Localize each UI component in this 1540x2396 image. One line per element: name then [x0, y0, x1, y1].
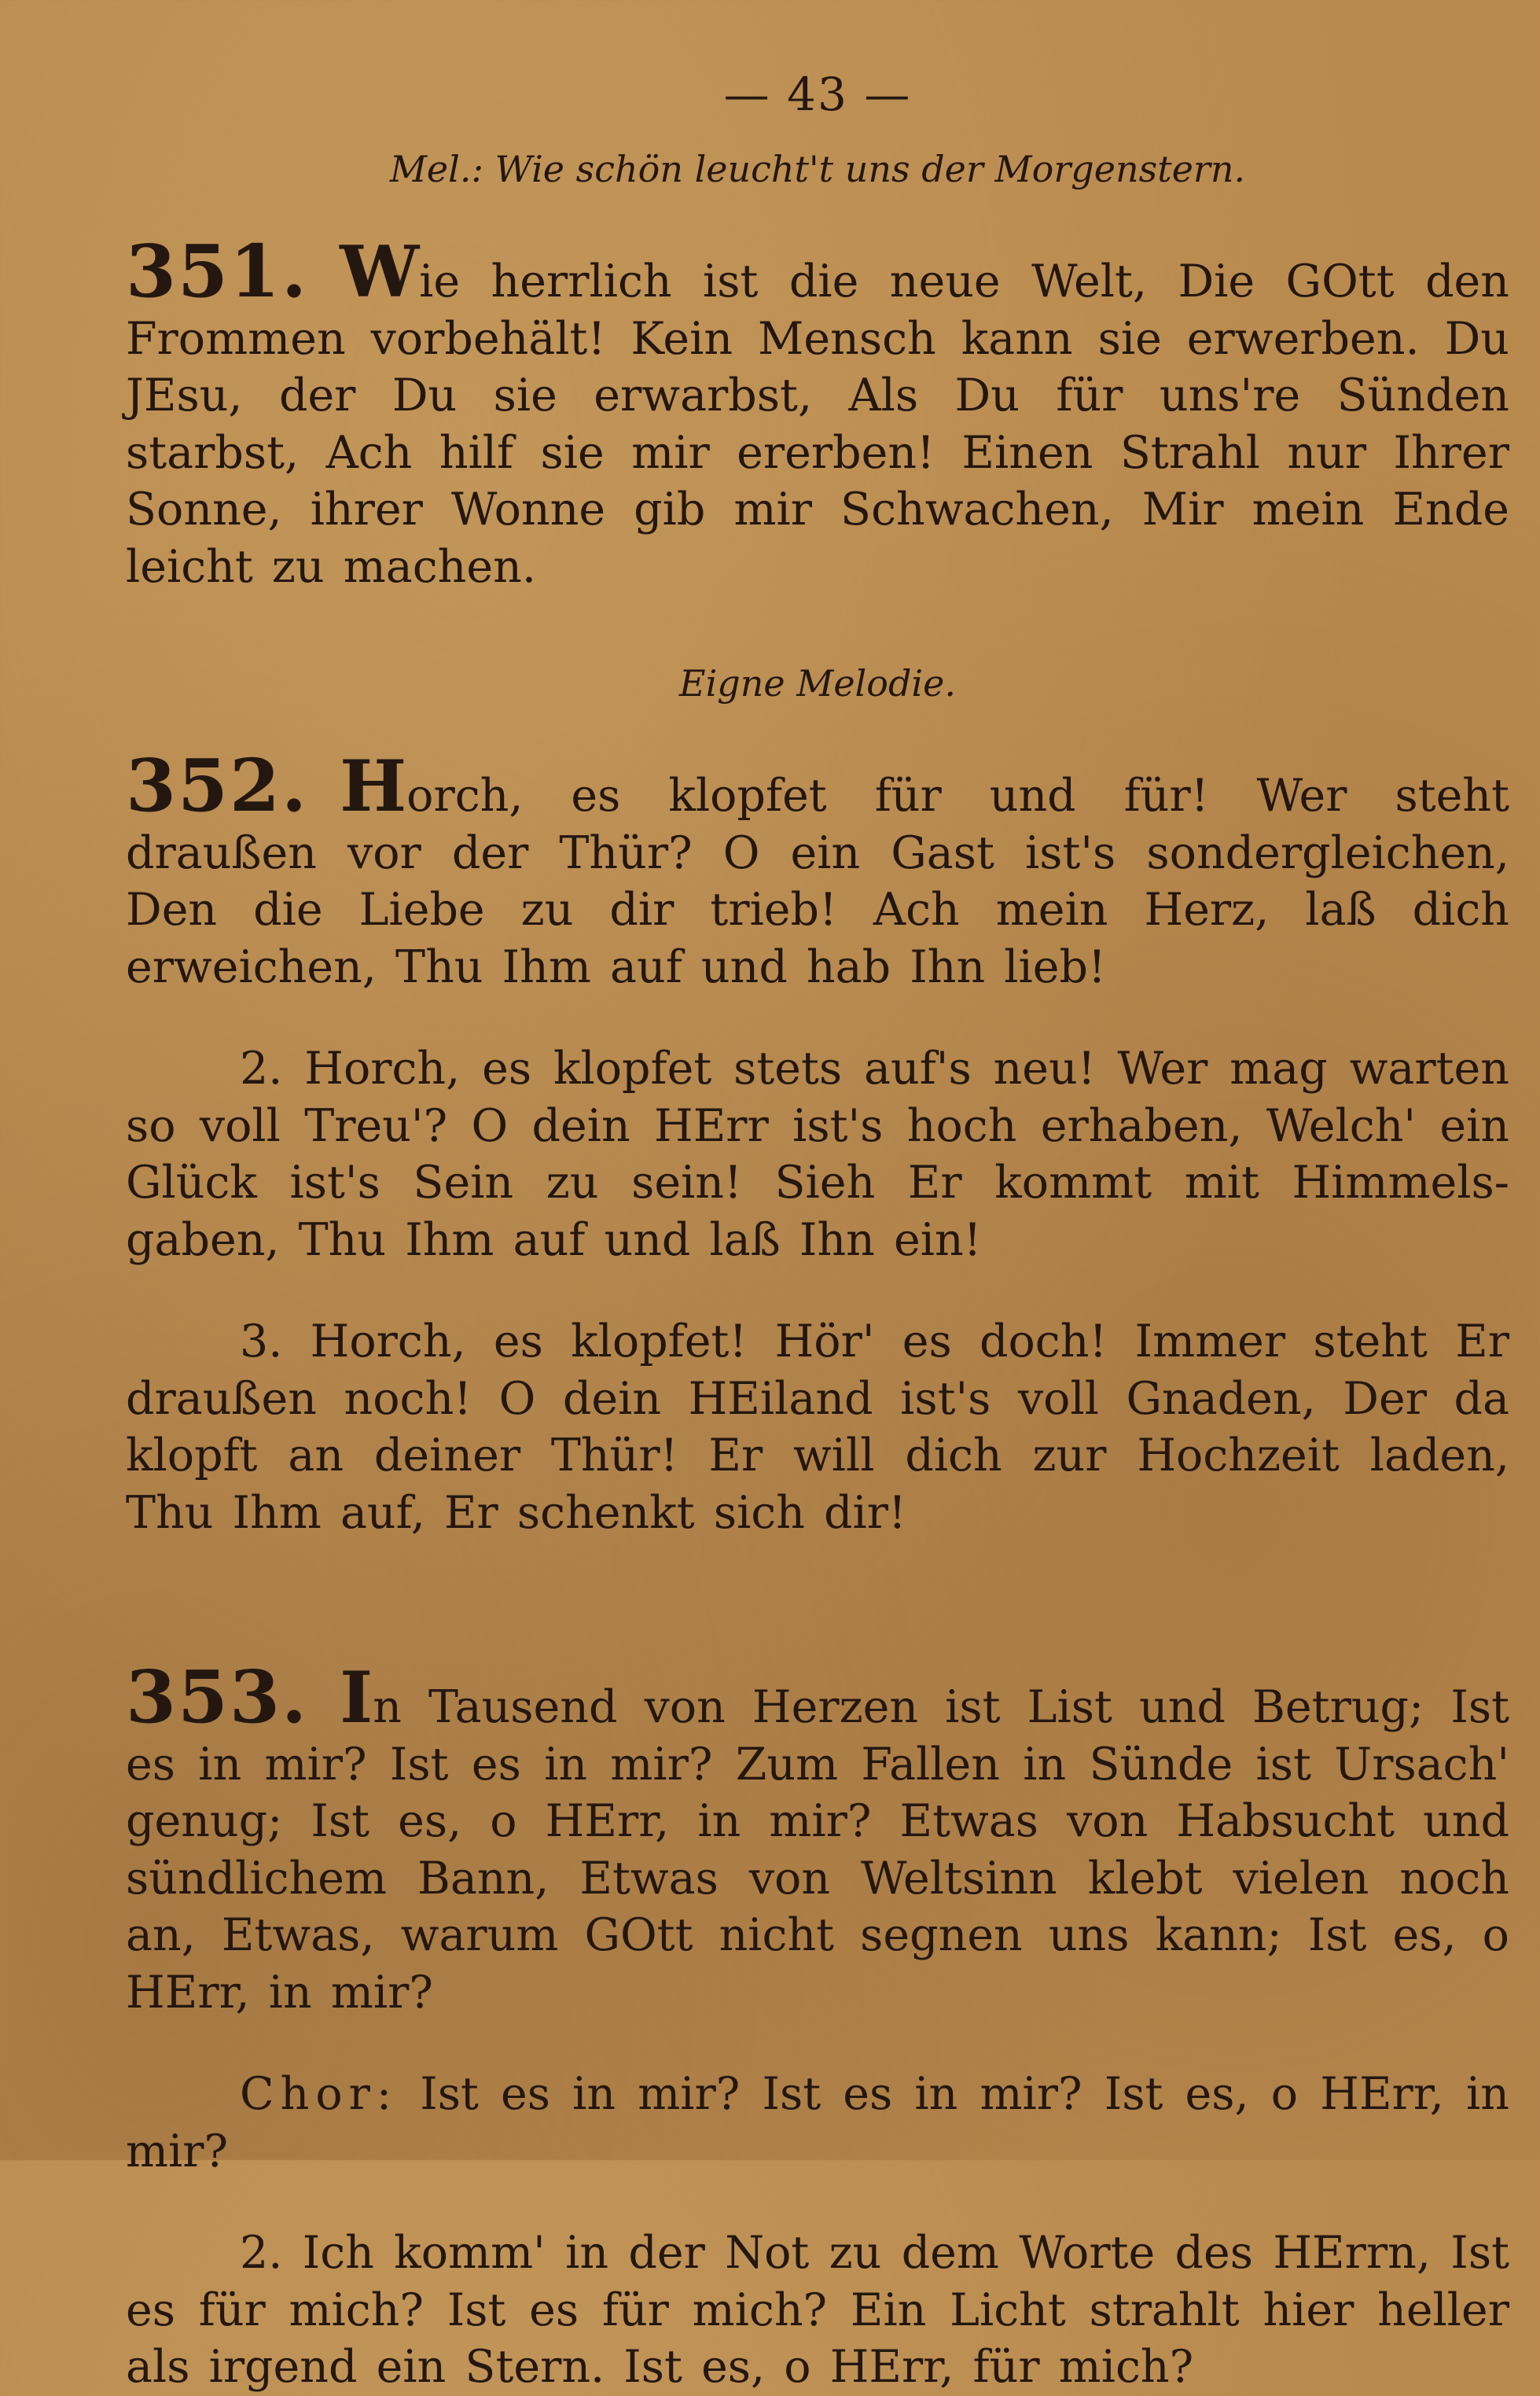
hymn-verse	[126, 743, 1509, 996]
verse-text: n Tausend von Herzen ist List und Betrug; Ist es in mir? Ist es in mir? Zum Fallen in Sünde ist Ursach' genug; Ist es, o HErr, in mir? Etwas von Habsucht und sündlichem Bann, Etwas von Weltsinn klebt vielen noch an, Etwas, warum GOtt nicht segnen uns kann; Ist es, o HErr, in mir?	[126, 1681, 1509, 2019]
hymn-351	[126, 143, 1509, 595]
hymn-verse	[126, 1654, 1509, 2021]
melody-line: Mel.: Wie schön leucht't uns der Morgenstern.	[389, 148, 1246, 190]
verse-text: orch, es klopfet für und für! Wer steht draußen vor der Thür? O ein Gast ist's sondergleichen, Den die Liebe zu dir trieb! Ach mein Herz, laß dich erweichen, Thu Ihm auf und hab Ihn lieb!	[126, 770, 1509, 993]
hymn-verse: 2. Horch, es klopfet stets auf's neu! Wer mag warten so voll Treu'? O dein HErr ist's hoch erhaben, Welch' ein Glück ist's Sein zu sein! Sieh Er kommt mit Himmels-gaben, Thu Ihm auf und laß Ihn ein!	[126, 1043, 1509, 1266]
chorus-label: Chor:	[240, 2068, 399, 2120]
page-number: — 43 —	[723, 68, 912, 121]
initial-letter: W	[340, 230, 420, 314]
verse-text: ie herrlich ist die neue Welt, Die GOtt den Frommen vorbehält! Kein Mensch kann sie erwerben. Du JEsu, der Du sie erwarbst, Als Du für uns're Sünden starbst, Ach hilf sie mir ererben! Einen Strahl nur Ihrer Sonne, ihrer Wonne gib mir Schwachen, Mir mein Ende leicht zu machen.	[126, 256, 1509, 593]
hymn-number: 352.	[126, 743, 309, 828]
initial-letter: H	[340, 745, 407, 828]
hymn-353	[126, 1654, 1509, 2396]
chorus	[126, 2066, 1509, 2180]
hymn-352	[126, 657, 1509, 1541]
initial-letter: I	[340, 1656, 373, 1739]
melody-line: Eigne Melodie.	[679, 662, 956, 705]
hymn-verse: 3. Horch, es klopfet! Hör' es doch! Immer steht Er draußen noch! O dein HEiland ist's voll Gnaden, Der da klopft an deiner Thür! Er will dich zur Hochzeit laden, Thu Ihm auf, Er schenkt sich dir!	[126, 1316, 1509, 1539]
chorus-text: Ist es in mir? Ist es in mir? Ist es, o HErr, in mir?	[126, 2068, 1509, 2177]
hymn-verse	[126, 229, 1509, 595]
hymn-verse: 2. Ich komm' in der Not zu dem Worte des HErrn, Ist es für mich? Ist es für mich? Ein Licht strahlt hier heller als irgend ein Stern. Ist es, o HErr, für mich?	[126, 2227, 1509, 2393]
hymn-number: 353.	[126, 1654, 309, 1739]
hymn-number: 351.	[126, 229, 309, 314]
hymnal-page	[126, 63, 1509, 2393]
